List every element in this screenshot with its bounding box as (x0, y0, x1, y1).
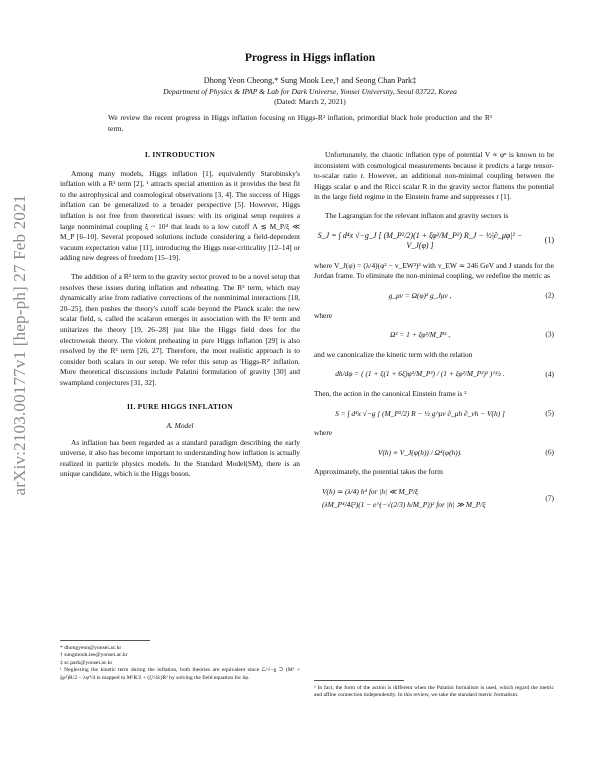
equation-body: Ω² = 1 + ξφ²/M_P² , (389, 330, 451, 340)
paragraph: where V_J(φ) = (λ/4)(φ² − v_EW²)² with v_EW ≃ 246 GeV and J stands for the Jordan frame. To eliminate the non-minimal coupling, we redefine the metric as (314, 260, 554, 281)
footnote: † sungmook.lee@yonsei.ac.kr (60, 652, 128, 659)
footnote-rule (314, 680, 404, 681)
section-heading-pure-higgs: II. PURE HIGGS INFLATION (126, 402, 234, 412)
equation-number: (1) (544, 235, 554, 245)
equation-number: (2) (545, 290, 554, 300)
footnotes-left (60, 640, 300, 682)
equation-number: (4) (545, 369, 554, 379)
date: (Dated: March 2, 2021) (274, 97, 346, 106)
paragraph: As inflation has been regarded as a standard paradigm describing the early universe, it also has become important to understanding how inflation is actually realized in particle physics models. In the Standard Model(SM), there is an unique candidate, which is the Higgs boson. (60, 437, 300, 479)
paragraph: The addition of a R² term to the gravity sector proved to be a novel setup that resolves these issues during inflation and reheating. The R² term, which may dynamically arise from radiative corrections of the nonminimal interactions [18, 20–25], then pushes the theory's cutoff scale beyond the Planck scale: the new scalar field, s, called the scalaron emerges in association with the R² term and unitarizes the theory [19, 26–28] just like the Higgs field does for the electroweak theory. The violent preheating in pure Higgs inflation [29] is also resolved by the R² term [26, 27]. Therefore, the most realistic approach is to consider both scalars in our setup. We refer this setup as 'Higgs-R²' inflation. More theoretical discussions include Palatini formulation of gravity [30] and swampland conjectures [31, 32]. (60, 271, 300, 387)
abstract: We review the recent progress in Higgs inflation focusing on Higgs-R² inflation, primordial black hole production and the R³ term. (108, 113, 492, 133)
equation-case: V(h) ≃ (λ/4) h⁴ for |h| ≪ M_P/ξ (322, 486, 419, 496)
footnote: ¹ Neglecting the kinetic term during the inflation, both theories are equivalent since ℒ/√−g ⊃ (M² + ξφ²)R/2 − λφ⁴/4 is mapped to M²R/2 + (ξ²/4λ)R² by solving the field equation for δφ. (60, 667, 300, 681)
paragraph: Unfortunately, the chaotic inflation type of potential V ∝ φⁿ is known to be inconsistent with cosmological measurements because it predicts a large tensor-to-scalar ratio r. However, an additional non-minimal coupling between the Higgs scalar φ and the Ricci scalar R in the gravity sector flattens the potential in the large field regime in the Einstein frame and suppresses r [1]. (314, 150, 554, 202)
equation-7 (314, 487, 554, 511)
paragraph: Approximately, the potential takes the form (314, 467, 443, 477)
paragraph: Among many models, Higgs inflation [1], equivalently Starobinsky's inflation with a R² term [2], ¹ attracts special attention as it provides the best fit to the astrophysical and cosmological observations [3, 4]. The success of Higgs inflation can be generalized to a broader perspective [5]. However, Higgs inflation is not free from theoretical issues: with its original setup requires a large nonminimal coupling ξ ~ 10⁴ that leads to a low cutoff Λ ≲ M_P/ξ ≪ M_P [6–10]. Several proposed solutions include considering a field-dependent vacuum expectation value [11], introducing the Higgs near-criticality [12–14] or adding new degrees of freedom [15–19]. (60, 168, 300, 263)
paragraph: where (314, 428, 333, 438)
authors: Dhong Yeon Cheong,* Sung Mook Lee,† and Seong Chan Park‡ (203, 76, 417, 85)
equation-6 (314, 448, 554, 459)
footnote-rule (60, 640, 150, 641)
footnote: ² In fact, the form of the action is different when the Palatini formalism is used, which regard the metric and affine connection independently. In this review, we take the standard metric formalism. (314, 685, 554, 699)
footnotes-right (314, 680, 554, 700)
subsection-heading-model: A. Model (166, 421, 194, 431)
equation-body: S = ∫ d⁴x √−g [ (M_P²/2) R − ½ g^μν ∂_μh ∂_νh − V(h) ] (335, 408, 505, 418)
equation-body: g_μν = Ω(φ)² g_Jμν , (388, 290, 452, 300)
paragraph: where (314, 310, 333, 320)
equation-5 (314, 409, 554, 420)
arxiv-id: arXiv:2103.00177v1 [hep-ph] 27 Feb 2021 (10, 194, 29, 496)
footnote: * dhongyeon@yonsei.ac.kr (60, 645, 122, 651)
paper-header (60, 52, 560, 106)
equation-body: V(h) ≡ V_J(φ(h)) / Ω⁴(φ(h)). (377, 447, 463, 457)
equation-body: dh/dφ = ( (1 + ξ(1 + 6ξ)φ²/M_P²) / (1 + ξφ²/M_P²)² )^½ . (335, 369, 505, 379)
equation-body: S_J = ∫ d⁴x √−g_J [ (M_P²/2)(1 + ξφ²/M_P²) R_J − ½|∂_μφ|² − V_J(φ) ] (317, 230, 523, 251)
equation-1 (314, 231, 554, 252)
right-column (314, 150, 554, 520)
equation-number: (5) (545, 408, 554, 418)
equation-number: (6) (545, 447, 554, 457)
left-column (60, 150, 300, 488)
arxiv-stamp (6, 125, 34, 565)
equation-2 (314, 291, 554, 302)
paragraph: The Lagrangian for the relevant inflaton and gravity sectors is (325, 210, 509, 220)
paragraph: Then, the action in the canonical Einstein frame is ² (314, 388, 467, 398)
equation-4 (314, 369, 554, 380)
paragraph: and we canonicalize the kinetic term with the relation (314, 349, 473, 359)
section-heading-introduction: I. INTRODUCTION (144, 150, 216, 159)
equation-number: (7) (545, 493, 554, 503)
equation-3 (314, 330, 554, 341)
equation-number: (3) (545, 330, 554, 340)
affiliation: Department of Physics & IPAP & Lab for Dark Universe, Yonsei University, Seoul 03722, Korea (163, 87, 457, 96)
equation-case: (λM_P⁴/4ξ²)(1 − e^(−√(2/3) h/M_P))² for |h| ≫ M_P/ξ (322, 500, 486, 510)
footnote: ‡ sc.park@yonsei.ac.kr (60, 659, 113, 666)
paper-title: Progress in Higgs inflation (244, 52, 376, 64)
